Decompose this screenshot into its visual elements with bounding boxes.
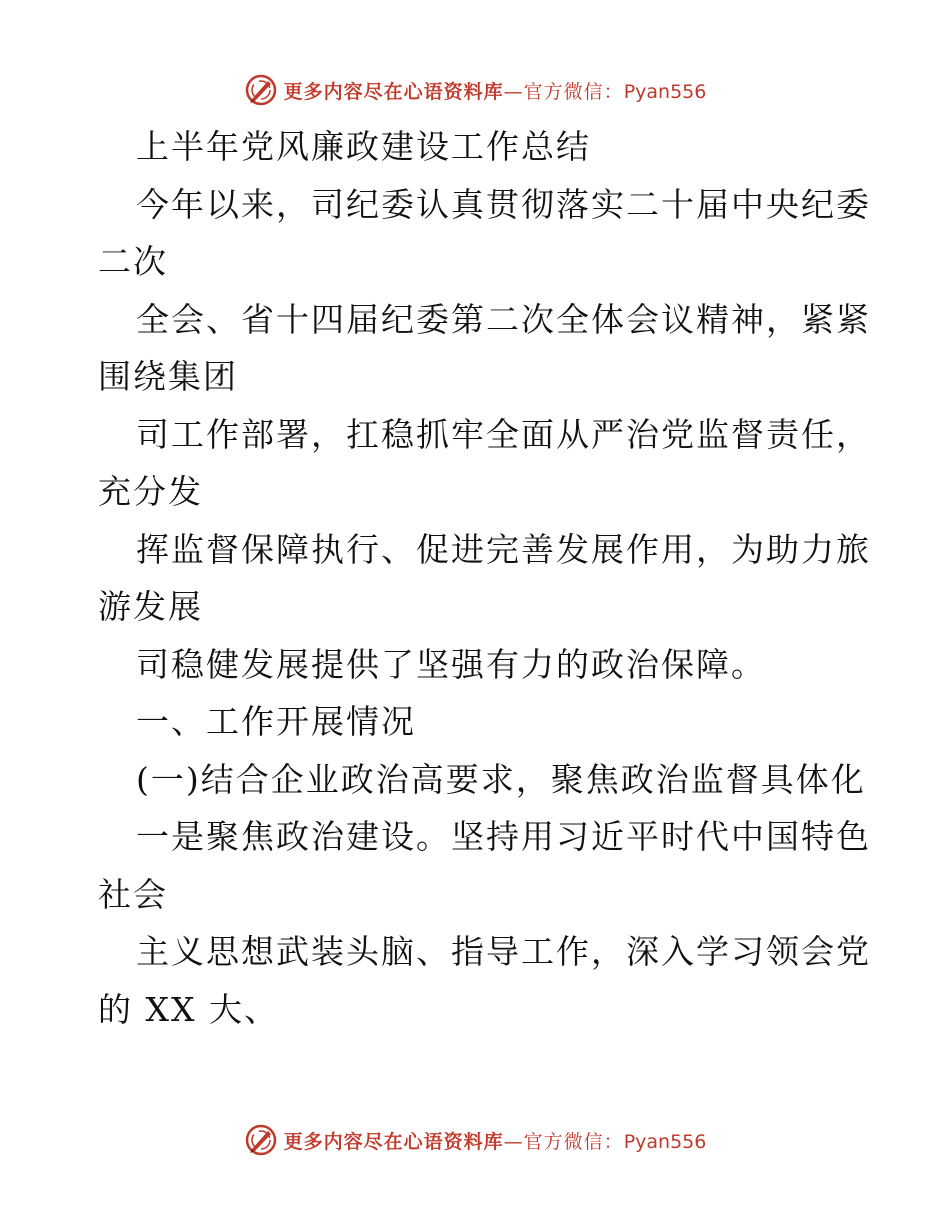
paragraph-line: 一是聚焦政治建设。坚持用习近平时代中国特色 xyxy=(136,817,871,856)
banner-main-text: 更多内容尽在心语资料库 xyxy=(283,1130,504,1153)
paragraph-line: 围绕集团 xyxy=(98,357,238,396)
paragraph-line: 全会、省十四届纪委第二次全体会议精神，紧紧 xyxy=(136,299,871,339)
banner-dash: — xyxy=(503,1130,524,1153)
paragraph-line: 的 XX 大、 xyxy=(98,989,279,1029)
paragraph-line: 上半年党风廉政建设工作总结 xyxy=(136,127,591,166)
header-banner xyxy=(0,70,950,110)
banner-wechat-id: Pyan556 xyxy=(623,80,707,103)
banner-wechat-label: 官方微信： xyxy=(523,1130,624,1153)
footer-banner xyxy=(0,1120,950,1160)
paragraph-line: 今年以来，司纪委认真贯彻落实二十届中央纪委 xyxy=(136,184,871,224)
document-body xyxy=(98,118,871,1038)
banner-dash: — xyxy=(503,80,524,103)
paragraph-line: 主义思想武装头脑、指导工作，深入学习领会党 xyxy=(136,932,871,971)
paragraph-line: 充分发 xyxy=(98,472,203,511)
banner-main-text: 更多内容尽在心语资料库 xyxy=(283,80,504,103)
paragraph-line: 司稳健发展提供了坚强有力的政治保障。 xyxy=(136,644,766,684)
paragraph-line: 社会 xyxy=(98,874,168,914)
paragraph-line: 司工作部署，扛稳抓牢全面从严治党监督责任， xyxy=(136,414,871,454)
quill-pen-logo-icon xyxy=(244,73,278,107)
banner-wechat-id: Pyan556 xyxy=(623,1130,707,1153)
quill-pen-logo-icon xyxy=(244,1123,278,1157)
paragraph-line: (一)结合企业政治高要求，聚焦政治监督具体化 xyxy=(136,759,866,799)
banner-text xyxy=(284,1127,707,1154)
paragraph-line: 挥监督保障执行、促进完善发展作用，为助力旅 xyxy=(136,529,871,569)
paragraph-line: 游发展 xyxy=(98,587,203,626)
banner-text xyxy=(284,77,707,104)
paragraph-line: 二次 xyxy=(98,242,168,281)
banner-wechat-label: 官方微信： xyxy=(523,80,624,103)
paragraph-line: 一、工作开展情况 xyxy=(136,702,416,741)
